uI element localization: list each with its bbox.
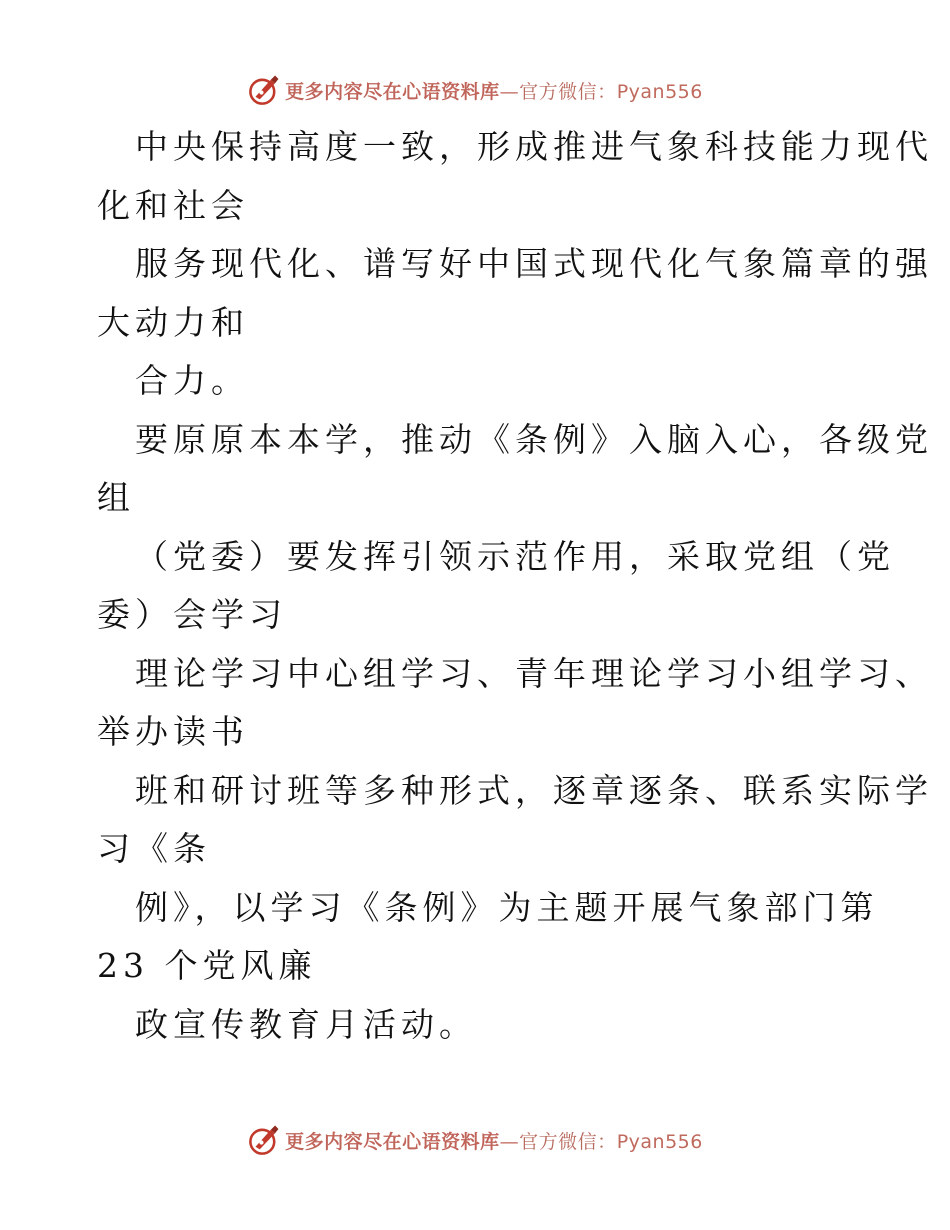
header-brand: 更多内容尽在心语资料库 xyxy=(285,80,500,103)
document-body xyxy=(97,118,933,1054)
body-line: 化和社会 xyxy=(97,185,249,225)
body-line: 服务现代化、谱写好中国式现代化气象篇章的强 xyxy=(135,244,933,283)
body-line: 要原原本本学，推动《条例》入脑入心，各级党 xyxy=(135,419,933,459)
body-line: 政宣传教育月活动。 xyxy=(135,1004,477,1044)
body-line: （党委）要发挥引领示范作用，采取党组（党 xyxy=(135,536,895,576)
pen-logo-icon xyxy=(247,73,281,107)
footer-wechat-handle: Pyan556 xyxy=(616,1130,703,1153)
body-line: 23 个党风廉 xyxy=(97,946,317,985)
footer-banner-text xyxy=(285,1127,703,1154)
body-line: 习《条 xyxy=(97,829,211,868)
footer-separator: — xyxy=(499,1130,520,1153)
footer-wechat-label: 官方微信： xyxy=(519,1130,617,1153)
footer-banner xyxy=(0,1120,950,1160)
body-line: 举办读书 xyxy=(97,712,249,751)
body-line: 例》，以学习《条例》为主题开展气象部门第 xyxy=(135,887,879,927)
body-line: 组 xyxy=(97,478,135,517)
header-separator: — xyxy=(499,80,520,103)
footer-brand: 更多内容尽在心语资料库 xyxy=(285,1130,500,1153)
pen-logo-icon xyxy=(247,1123,281,1157)
body-line: 理论学习中心组学习、青年理论学习小组学习、 xyxy=(135,653,933,693)
body-line: 大动力和 xyxy=(97,302,249,342)
header-wechat-label: 官方微信： xyxy=(519,80,617,103)
header-banner xyxy=(0,70,950,110)
header-banner-text xyxy=(285,77,703,104)
body-line: 合力。 xyxy=(135,361,249,400)
body-line: 委）会学习 xyxy=(97,595,287,634)
body-line: 班和研讨班等多种形式，逐章逐条、联系实际学 xyxy=(135,770,933,810)
body-line: 中央保持高度一致，形成推进气象科技能力现代 xyxy=(135,127,933,166)
header-wechat-handle: Pyan556 xyxy=(616,80,703,103)
